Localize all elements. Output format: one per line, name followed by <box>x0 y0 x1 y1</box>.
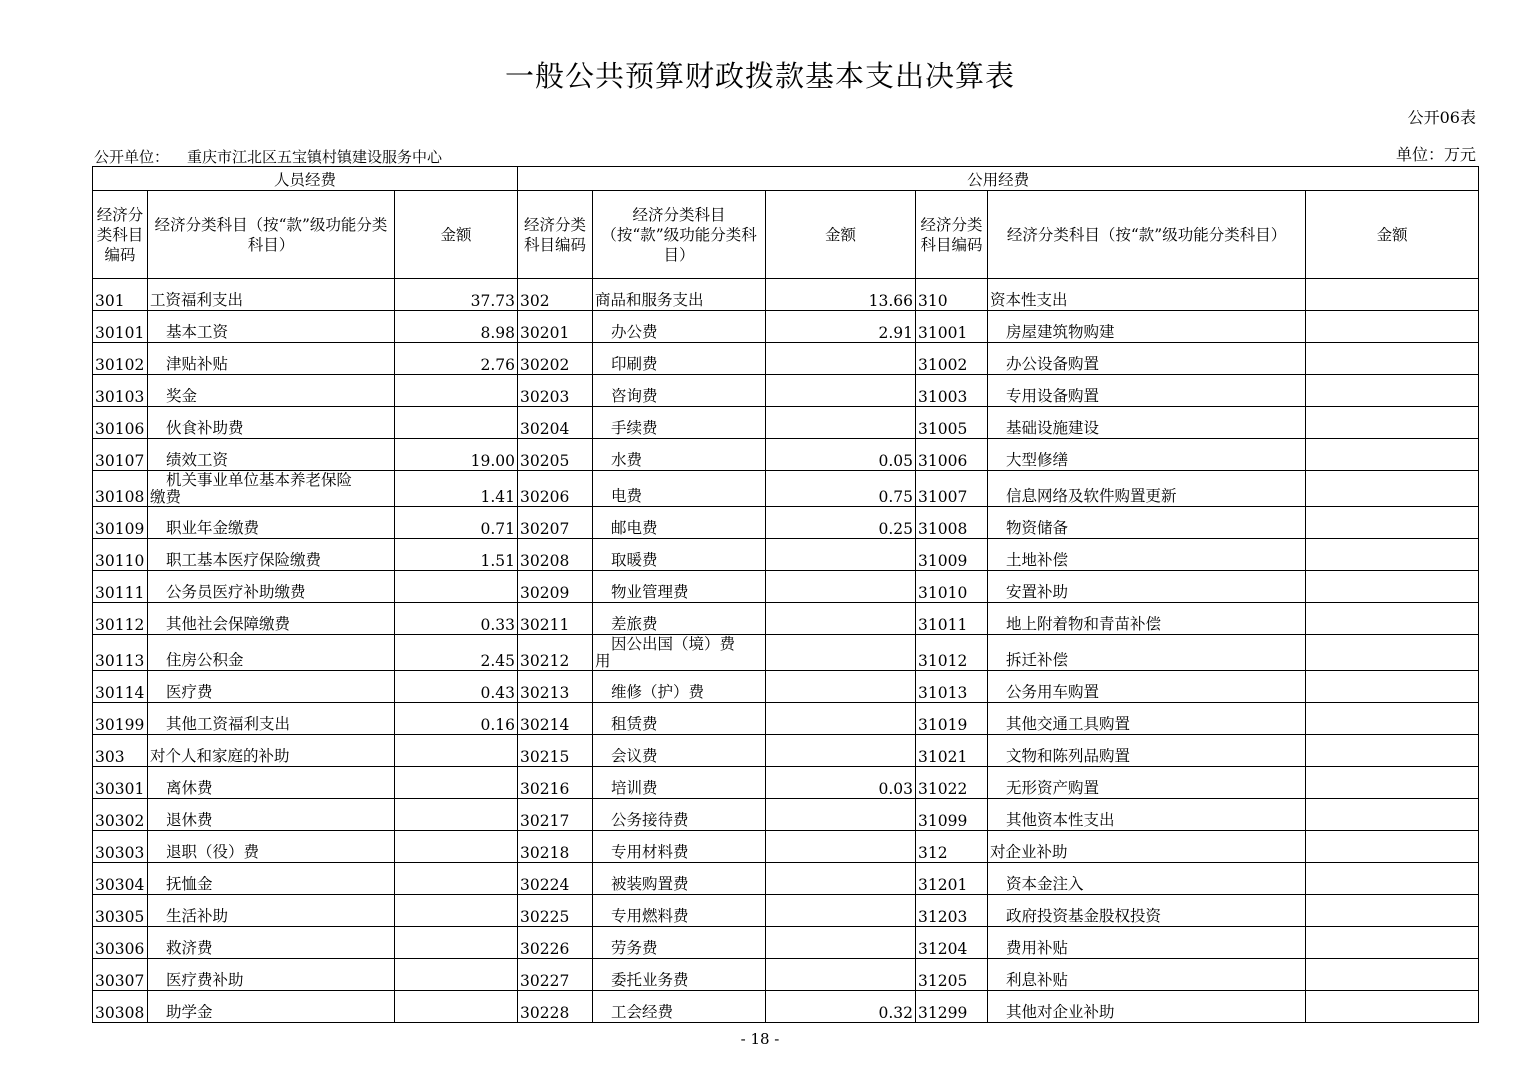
capital-code-cell: 31008 <box>916 507 988 539</box>
personnel-name-cell: 离休费 <box>148 767 395 799</box>
personnel-name-cell: 职业年金缴费 <box>148 507 395 539</box>
personnel-name-cell: 住房公积金 <box>148 635 395 671</box>
capital-name-cell: 对企业补助 <box>988 831 1306 863</box>
personnel-amount-cell: 0.43 <box>395 671 518 703</box>
public-code-cell: 30216 <box>518 767 593 799</box>
public-amount-cell <box>766 927 916 959</box>
capital-name-cell: 基础设施建设 <box>988 407 1306 439</box>
personnel-code-cell: 30199 <box>93 703 148 735</box>
public-code-cell: 30212 <box>518 635 593 671</box>
public-name-cell: 工会经费 <box>593 991 766 1023</box>
capital-name-cell: 利息补贴 <box>988 959 1306 991</box>
personnel-code-cell: 30109 <box>93 507 148 539</box>
table-row <box>93 311 1479 343</box>
personnel-amount-cell: 19.00 <box>395 439 518 471</box>
public-name-cell: 专用材料费 <box>593 831 766 863</box>
capital-code-cell: 31013 <box>916 671 988 703</box>
public-amount-cell <box>766 571 916 603</box>
capital-code-cell: 31205 <box>916 959 988 991</box>
personnel-amount-cell: 8.98 <box>395 311 518 343</box>
personnel-name-cell: 救济费 <box>148 927 395 959</box>
public-code-cell: 30201 <box>518 311 593 343</box>
personnel-code-cell: 30102 <box>93 343 148 375</box>
col-header-capital-name: 经济分类科目（按“款”级功能分类科目） <box>988 191 1306 279</box>
capital-code-cell: 31002 <box>916 343 988 375</box>
table-row <box>93 635 1479 671</box>
public-name-cell: 商品和服务支出 <box>593 279 766 311</box>
public-amount-cell <box>766 539 916 571</box>
capital-name-cell: 办公设备购置 <box>988 343 1306 375</box>
public-code-cell: 30208 <box>518 539 593 571</box>
reporting-unit-name: 重庆市江北区五宝镇村镇建设服务中心 <box>187 148 443 166</box>
public-name-cell: 办公费 <box>593 311 766 343</box>
public-name-line-1: 因公出国（境）费 <box>611 634 736 653</box>
personnel-amount-cell <box>395 735 518 767</box>
capital-name-cell: 其他资本性支出 <box>988 799 1306 831</box>
table-row <box>93 439 1479 471</box>
personnel-code-cell: 30113 <box>93 635 148 671</box>
personnel-code-cell: 30303 <box>93 831 148 863</box>
personnel-name-cell: 其他社会保障缴费 <box>148 603 395 635</box>
public-name-cell: 专用燃料费 <box>593 895 766 927</box>
personnel-name-cell: 公务员医疗补助缴费 <box>148 571 395 603</box>
capital-amount-cell <box>1306 863 1479 895</box>
report-title: 一般公共预算财政拨款基本支出决算表 <box>504 59 1015 93</box>
public-name-line-2: 用 <box>595 651 611 670</box>
table-row <box>93 927 1479 959</box>
public-amount-cell: 0.75 <box>766 471 916 507</box>
capital-code-cell: 31005 <box>916 407 988 439</box>
personnel-code-cell: 30110 <box>93 539 148 571</box>
capital-amount-cell <box>1306 767 1479 799</box>
personnel-name-cell: 生活补助 <box>148 895 395 927</box>
personnel-code-cell: 30101 <box>93 311 148 343</box>
personnel-amount-cell <box>395 831 518 863</box>
personnel-amount-cell <box>395 799 518 831</box>
public-code-cell: 30213 <box>518 671 593 703</box>
page-number: - 18 - <box>740 1030 780 1048</box>
public-amount-cell <box>766 635 916 671</box>
capital-amount-cell <box>1306 279 1479 311</box>
table-row <box>93 343 1479 375</box>
personnel-name-cell: 职工基本医疗保险缴费 <box>148 539 395 571</box>
public-amount-cell: 0.32 <box>766 991 916 1023</box>
capital-amount-cell <box>1306 311 1479 343</box>
col-header-public-name: 经济分类科目（按“款”级功能分类科目） <box>593 191 766 279</box>
form-number: 公开06表 <box>1407 108 1476 127</box>
capital-code-cell: 31201 <box>916 863 988 895</box>
capital-name-cell: 文物和陈列品购置 <box>988 735 1306 767</box>
personnel-amount-cell <box>395 959 518 991</box>
col-header-public-amount: 金额 <box>766 191 916 279</box>
public-amount-cell: 0.03 <box>766 767 916 799</box>
table-row <box>93 603 1479 635</box>
capital-amount-cell <box>1306 831 1479 863</box>
personnel-name-cell <box>148 471 395 507</box>
public-name-cell: 维修（护）费 <box>593 671 766 703</box>
public-name-cell: 培训费 <box>593 767 766 799</box>
table-row <box>93 279 1479 311</box>
personnel-name-cell: 奖金 <box>148 375 395 407</box>
personnel-code-cell: 303 <box>93 735 148 767</box>
capital-code-cell: 31204 <box>916 927 988 959</box>
table-row <box>93 799 1479 831</box>
public-amount-cell <box>766 343 916 375</box>
table-row <box>93 895 1479 927</box>
public-name-cell: 咨询费 <box>593 375 766 407</box>
public-amount-cell <box>766 375 916 407</box>
capital-amount-cell <box>1306 375 1479 407</box>
capital-amount-cell <box>1306 927 1479 959</box>
personnel-name-cell: 退休费 <box>148 799 395 831</box>
personnel-code-cell: 30112 <box>93 603 148 635</box>
table-row <box>93 767 1479 799</box>
public-name-cell: 差旅费 <box>593 603 766 635</box>
capital-code-cell: 310 <box>916 279 988 311</box>
personnel-name-line-2: 缴费 <box>150 487 182 506</box>
personnel-code-cell: 30305 <box>93 895 148 927</box>
personnel-code-cell: 30302 <box>93 799 148 831</box>
budget-table <box>92 166 1479 1023</box>
capital-code-cell: 31006 <box>916 439 988 471</box>
public-name-cell: 公务接待费 <box>593 799 766 831</box>
public-name-cell: 会议费 <box>593 735 766 767</box>
capital-code-cell: 312 <box>916 831 988 863</box>
capital-code-cell: 31009 <box>916 539 988 571</box>
public-name-cell: 劳务费 <box>593 927 766 959</box>
capital-name-cell: 资本金注入 <box>988 863 1306 895</box>
table-row <box>93 571 1479 603</box>
capital-name-cell: 费用补贴 <box>988 927 1306 959</box>
table-row <box>93 539 1479 571</box>
personnel-code-cell: 301 <box>93 279 148 311</box>
col-header-personnel-code: 经济分类科目编码 <box>93 191 148 279</box>
table-row <box>93 991 1479 1023</box>
personnel-amount-cell: 1.41 <box>395 471 518 507</box>
public-amount-cell <box>766 863 916 895</box>
public-name-cell <box>593 635 766 671</box>
personnel-name-cell: 对个人和家庭的补助 <box>148 735 395 767</box>
personnel-amount-cell: 2.76 <box>395 343 518 375</box>
personnel-amount-cell <box>395 767 518 799</box>
capital-amount-cell <box>1306 635 1479 671</box>
capital-amount-cell <box>1306 407 1479 439</box>
public-amount-cell <box>766 735 916 767</box>
public-amount-cell <box>766 895 916 927</box>
capital-amount-cell <box>1306 799 1479 831</box>
capital-code-cell: 31012 <box>916 635 988 671</box>
personnel-amount-cell <box>395 927 518 959</box>
capital-amount-cell <box>1306 539 1479 571</box>
public-code-cell: 30218 <box>518 831 593 863</box>
personnel-amount-cell <box>395 407 518 439</box>
personnel-code-cell: 30103 <box>93 375 148 407</box>
personnel-amount-cell <box>395 895 518 927</box>
capital-name-cell: 大型修缮 <box>988 439 1306 471</box>
public-name-cell: 水费 <box>593 439 766 471</box>
personnel-code-cell: 30107 <box>93 439 148 471</box>
public-amount-cell <box>766 703 916 735</box>
public-code-cell: 30228 <box>518 991 593 1023</box>
capital-code-cell: 31011 <box>916 603 988 635</box>
public-name-cell: 租赁费 <box>593 703 766 735</box>
personnel-name-cell: 医疗费补助 <box>148 959 395 991</box>
col-header-public-code: 经济分类科目编码 <box>518 191 593 279</box>
personnel-amount-cell <box>395 571 518 603</box>
public-code-cell: 30227 <box>518 959 593 991</box>
public-name-cell: 手续费 <box>593 407 766 439</box>
capital-amount-cell <box>1306 895 1479 927</box>
capital-name-cell: 拆迁补偿 <box>988 635 1306 671</box>
public-name-cell: 物业管理费 <box>593 571 766 603</box>
public-amount-cell <box>766 407 916 439</box>
public-code-cell: 30203 <box>518 375 593 407</box>
capital-code-cell: 31019 <box>916 703 988 735</box>
personnel-code-cell: 30306 <box>93 927 148 959</box>
capital-name-cell: 其他对企业补助 <box>988 991 1306 1023</box>
personnel-amount-cell <box>395 991 518 1023</box>
capital-amount-cell <box>1306 343 1479 375</box>
personnel-amount-cell: 2.45 <box>395 635 518 671</box>
public-code-cell: 30215 <box>518 735 593 767</box>
public-code-cell: 30226 <box>518 927 593 959</box>
public-name-cell: 电费 <box>593 471 766 507</box>
capital-amount-cell <box>1306 471 1479 507</box>
table-row <box>93 863 1479 895</box>
personnel-code-cell: 30307 <box>93 959 148 991</box>
capital-amount-cell <box>1306 507 1479 539</box>
personnel-amount-cell: 0.33 <box>395 603 518 635</box>
money-unit: 单位：万元 <box>1395 145 1476 164</box>
capital-name-cell: 物资储备 <box>988 507 1306 539</box>
personnel-amount-cell: 0.16 <box>395 703 518 735</box>
reporting-unit <box>94 146 442 167</box>
public-code-cell: 30202 <box>518 343 593 375</box>
col-header-capital-code: 经济分类科目编码 <box>916 191 988 279</box>
public-amount-cell <box>766 959 916 991</box>
personnel-amount-cell: 1.51 <box>395 539 518 571</box>
capital-name-cell: 专用设备购置 <box>988 375 1306 407</box>
capital-name-cell: 地上附着物和青苗补偿 <box>988 603 1306 635</box>
public-name-cell: 印刷费 <box>593 343 766 375</box>
public-amount-cell <box>766 799 916 831</box>
public-code-cell: 30217 <box>518 799 593 831</box>
col-header-personnel-name: 经济分类科目（按“款”级功能分类科目） <box>148 191 395 279</box>
public-name-cell: 邮电费 <box>593 507 766 539</box>
public-amount-cell: 0.25 <box>766 507 916 539</box>
personnel-name-cell: 津贴补贴 <box>148 343 395 375</box>
public-amount-cell: 2.91 <box>766 311 916 343</box>
public-code-cell: 30211 <box>518 603 593 635</box>
table-row <box>93 407 1479 439</box>
personnel-name-cell: 其他工资福利支出 <box>148 703 395 735</box>
capital-name-cell: 信息网络及软件购置更新 <box>988 471 1306 507</box>
public-amount-cell <box>766 671 916 703</box>
capital-amount-cell <box>1306 671 1479 703</box>
capital-name-cell: 无形资产购置 <box>988 767 1306 799</box>
capital-name-cell: 公务用车购置 <box>988 671 1306 703</box>
public-name-cell: 取暖费 <box>593 539 766 571</box>
table-row <box>93 507 1479 539</box>
capital-code-cell: 31001 <box>916 311 988 343</box>
public-name-cell: 被装购置费 <box>593 863 766 895</box>
public-code-cell: 30224 <box>518 863 593 895</box>
personnel-code-cell: 30304 <box>93 863 148 895</box>
personnel-amount-cell: 0.71 <box>395 507 518 539</box>
personnel-name-cell: 退职（役）费 <box>148 831 395 863</box>
public-code-cell: 30206 <box>518 471 593 507</box>
public-amount-cell: 13.66 <box>766 279 916 311</box>
public-code-cell: 30205 <box>518 439 593 471</box>
personnel-code-cell: 30106 <box>93 407 148 439</box>
capital-name-cell: 土地补偿 <box>988 539 1306 571</box>
table-row <box>93 375 1479 407</box>
table-row <box>93 831 1479 863</box>
personnel-code-cell: 30308 <box>93 991 148 1023</box>
capital-amount-cell <box>1306 603 1479 635</box>
capital-name-cell: 政府投资基金股权投资 <box>988 895 1306 927</box>
personnel-name-cell: 基本工资 <box>148 311 395 343</box>
public-code-cell: 30204 <box>518 407 593 439</box>
personnel-name-cell: 绩效工资 <box>148 439 395 471</box>
table-row <box>93 959 1479 991</box>
capital-name-cell: 安置补助 <box>988 571 1306 603</box>
personnel-code-cell: 30111 <box>93 571 148 603</box>
personnel-amount-cell <box>395 375 518 407</box>
reporting-unit-label: 公开单位： <box>94 148 170 166</box>
table-row <box>93 471 1479 507</box>
capital-code-cell: 31010 <box>916 571 988 603</box>
capital-amount-cell <box>1306 735 1479 767</box>
capital-code-cell: 31299 <box>916 991 988 1023</box>
group-header-personnel: 人员经费 <box>93 167 518 191</box>
public-amount-cell: 0.05 <box>766 439 916 471</box>
public-code-cell: 30214 <box>518 703 593 735</box>
table-row <box>93 703 1479 735</box>
col-header-capital-amount: 金额 <box>1306 191 1479 279</box>
personnel-code-cell: 30301 <box>93 767 148 799</box>
personnel-name-cell: 医疗费 <box>148 671 395 703</box>
capital-amount-cell <box>1306 991 1479 1023</box>
capital-name-cell: 房屋建筑物购建 <box>988 311 1306 343</box>
capital-code-cell: 31021 <box>916 735 988 767</box>
public-name-cell: 委托业务费 <box>593 959 766 991</box>
group-header-public: 公用经费 <box>518 167 1479 191</box>
personnel-name-cell: 助学金 <box>148 991 395 1023</box>
personnel-name-cell: 工资福利支出 <box>148 279 395 311</box>
capital-code-cell: 31203 <box>916 895 988 927</box>
personnel-amount-cell: 37.73 <box>395 279 518 311</box>
table-row <box>93 671 1479 703</box>
personnel-name-cell: 抚恤金 <box>148 863 395 895</box>
public-amount-cell <box>766 831 916 863</box>
public-amount-cell <box>766 603 916 635</box>
public-code-cell: 30209 <box>518 571 593 603</box>
personnel-name-line-1: 机关事业单位基本养老保险 <box>166 470 353 489</box>
capital-name-cell: 资本性支出 <box>988 279 1306 311</box>
public-code-cell: 30207 <box>518 507 593 539</box>
capital-amount-cell <box>1306 571 1479 603</box>
capital-amount-cell <box>1306 703 1479 735</box>
capital-amount-cell <box>1306 959 1479 991</box>
personnel-amount-cell <box>395 863 518 895</box>
personnel-code-cell: 30108 <box>93 471 148 507</box>
table-row <box>93 735 1479 767</box>
capital-code-cell: 31003 <box>916 375 988 407</box>
capital-code-cell: 31022 <box>916 767 988 799</box>
personnel-name-cell: 伙食补助费 <box>148 407 395 439</box>
public-code-cell: 30225 <box>518 895 593 927</box>
capital-name-cell: 其他交通工具购置 <box>988 703 1306 735</box>
public-code-cell: 302 <box>518 279 593 311</box>
col-header-personnel-amount: 金额 <box>395 191 518 279</box>
capital-code-cell: 31007 <box>916 471 988 507</box>
capital-code-cell: 31099 <box>916 799 988 831</box>
personnel-code-cell: 30114 <box>93 671 148 703</box>
capital-amount-cell <box>1306 439 1479 471</box>
